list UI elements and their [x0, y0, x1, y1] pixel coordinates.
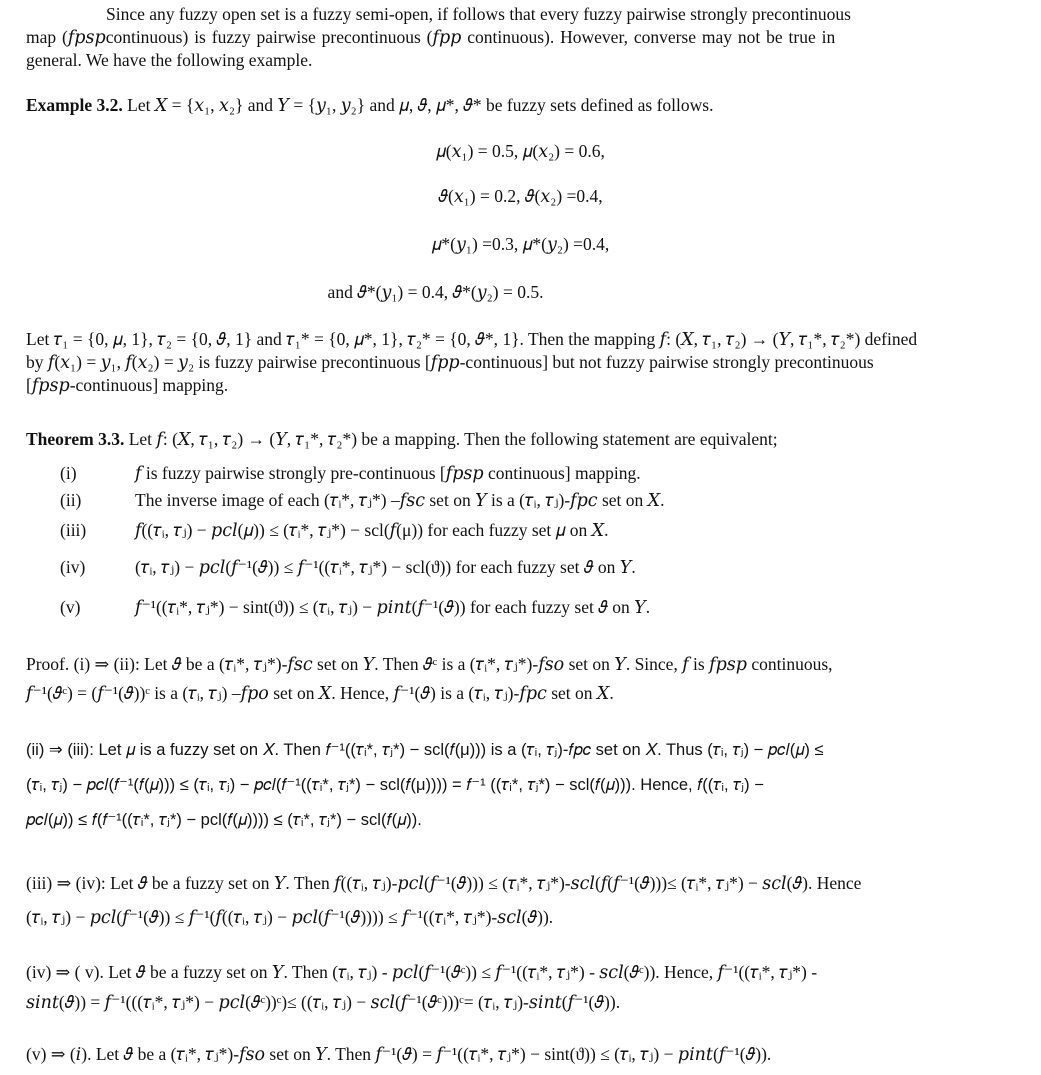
example-intro-text: Let 𝑋 = {𝑥₁, 𝑥₂} and 𝑌 = {𝑦₁, 𝑦₂} and 𝜇, 𝜗, 𝜇*, 𝜗* be fuzzy sets defined as follows.: [122, 95, 714, 115]
item-number: (i): [60, 463, 77, 483]
proof-line: (ii) ⇒ (iii): Let 𝜇 is a fuzzy set on 𝑋. Then 𝑓⁻¹((𝜏ᵢ*, 𝜏ⱼ*) − scl(𝑓(μ))) is a (𝜏ᵢ, 𝜏ⱼ)-𝑓𝑝𝑐 set on 𝑋. Thus (𝜏ᵢ, 𝜏ⱼ) − 𝑝𝑐𝑙(𝜇) ≤: [26, 741, 824, 759]
proof-line: 𝑓⁻¹(𝜗ᶜ) = (𝑓⁻¹(𝜗))ᶜ is a (𝜏ᵢ, 𝜏ⱼ) –𝑓𝑝𝑜 set on 𝑋. Hence, 𝑓⁻¹(𝜗) is a (𝜏ᵢ, 𝜏ⱼ)-𝑓𝑝𝑐 set on 𝑋.: [26, 683, 614, 703]
proof-paragraph-5: [26, 1043, 1011, 1066]
proof-paragraph-2: [26, 733, 1011, 838]
proof-paragraph-1: [26, 650, 1011, 708]
proof-paragraph-4: [26, 957, 1011, 1017]
intro-paragraph: [26, 3, 1011, 72]
proof-line: (𝜏ᵢ, 𝜏ⱼ) − 𝑝𝑐𝑙(𝑓⁻¹(𝑓(𝜇))) ≤ (𝜏ᵢ, 𝜏ⱼ) − 𝑝𝑐𝑙(𝑓⁻¹((𝜏ᵢ*, 𝜏ⱼ*) − scl(𝑓(μ)))) = 𝑓⁻¹ ((𝜏ᵢ*, 𝜏ⱼ*) − scl(𝑓(𝜇))). Hence, 𝑓((𝜏ᵢ, 𝜏ⱼ) −: [26, 776, 764, 794]
theorem-item: [60, 490, 1010, 516]
theorem-intro-text: Let 𝑓: (𝑋, 𝜏₁, 𝜏₂) → (𝑌, 𝜏₁*, 𝜏₂*) be a mapping. Then the following statement are equivalent;: [124, 429, 778, 449]
intro-line: Since any fuzzy open set is a fuzzy semi-open, if follows that every fuzzy pairwise strongly precontinuous: [106, 4, 851, 24]
theorem-item: [60, 557, 1010, 583]
theorem-heading: [26, 428, 1011, 451]
item-text: The inverse image of each (𝜏ᵢ*, 𝜏ⱼ*) –𝑓𝑠𝑐 set on 𝑌 is a (𝜏ᵢ, 𝜏ⱼ)-𝑓𝑝𝑐 set on 𝑋.: [135, 490, 665, 510]
theorem-label: Theorem 3.3.: [26, 429, 125, 449]
item-text: 𝑓 is fuzzy pairwise strongly pre-continuous [𝑓𝑝𝑠𝑝 continuous] mapping.: [135, 463, 641, 483]
example-heading: [26, 94, 1011, 117]
proof-line: (v) ⇒ (𝑖). Let 𝜗 be a (𝜏ᵢ*, 𝜏ⱼ*)-𝑓𝑠𝑜 set on 𝑌. Then 𝑓⁻¹(𝜗) = 𝑓⁻¹((𝜏ᵢ*, 𝜏ⱼ*) − sint(ϑ)) ≤ (𝜏ᵢ, 𝜏ⱼ) − 𝑝𝑖𝑛𝑡(𝑓⁻¹(𝜗)).: [26, 1044, 772, 1064]
equation-theta-star: and 𝜗*(𝑦₁) = 0.4, 𝜗*(𝑦₂) = 0.5.: [327, 282, 544, 302]
proof-line: 𝑝𝑐𝑙(𝜇)) ≤ 𝑓(𝑓⁻¹((𝜏ᵢ*, 𝜏ⱼ*) − pcl(𝑓(𝜇)))) ≤ (𝜏ᵢ*, 𝜏ⱼ*) − scl(𝑓(𝜇)).: [26, 811, 422, 829]
intro-line: general. We have the following example.: [26, 50, 313, 70]
item-number: (ii): [60, 490, 82, 510]
proof-line: (iii) ⇒ (iv): Let 𝜗 be a fuzzy set on 𝑌. Then 𝑓((𝜏ᵢ, 𝜏ⱼ)-𝑝𝑐𝑙(𝑓⁻¹(𝜗))) ≤ (𝜏ᵢ*, 𝜏ⱼ*)-𝑠𝑐𝑙(𝑓(𝑓⁻¹(𝜗)))≤ (𝜏ᵢ*, 𝜏ⱼ*) − 𝑠𝑐𝑙(𝜗). Hence: [26, 873, 862, 893]
theorem-item: [60, 520, 1010, 546]
equation-mu: 𝜇(𝑥₁) = 0.5, 𝜇(𝑥₂) = 0.6,: [436, 141, 605, 161]
conclusion-line: by 𝑓(𝑥₁) = 𝑦₁, 𝑓(𝑥₂) = 𝑦₂ is fuzzy pairwise precontinuous [𝑓𝑝𝑝-continuous] but not fuzzy pairwise strongly precontinuous: [26, 352, 874, 372]
proof-line: Proof. (i) ⇒ (ii): Let 𝜗 be a (𝜏ᵢ*, 𝜏ⱼ*)-𝑓𝑠𝑐 set on 𝑌. Then 𝜗ᶜ is a (𝜏ᵢ*, 𝜏ⱼ*)-𝑓𝑠𝑜 set on 𝑌. Since, 𝑓 is 𝑓𝑝𝑠𝑝 continuous,: [26, 654, 833, 674]
equation-mu-star: 𝜇*(𝑦₁) =0.3, 𝜇*(𝑦₂) =0.4,: [431, 234, 610, 254]
item-text: (𝜏ᵢ, 𝜏ⱼ) − 𝑝𝑐𝑙(𝑓⁻¹(𝜗)) ≤ 𝑓⁻¹((𝜏ᵢ*, 𝜏ⱼ*) − scl(ϑ)) for each fuzzy set 𝜗 on 𝑌.: [135, 557, 636, 577]
item-number: (v): [60, 597, 81, 617]
example-label: Example 3.2.: [26, 95, 123, 115]
proof-line: (iv) ⇒ ( v). Let 𝜗 be a fuzzy set on 𝑌. Then (𝜏ᵢ, 𝜏ⱼ) - 𝑝𝑐𝑙(𝑓⁻¹(𝜗ᶜ)) ≤ 𝑓⁻¹((𝜏ᵢ*, 𝜏ⱼ*) - 𝑠𝑐𝑙(𝜗ᶜ)). Hence, 𝑓⁻¹((𝜏ᵢ*, 𝜏ⱼ*) -: [26, 962, 818, 982]
equation-theta: 𝜗(𝑥₁) = 0.2, 𝜗(𝑥₂) =0.4,: [438, 186, 603, 206]
example-conclusion: [26, 328, 1011, 397]
proof-paragraph-3: [26, 866, 1011, 934]
proof-line: (𝜏ᵢ, 𝜏ⱼ) − 𝑝𝑐𝑙(𝑓⁻¹(𝜗)) ≤ 𝑓⁻¹(𝑓((𝜏ᵢ, 𝜏ⱼ) − 𝑝𝑐𝑙(𝑓⁻¹(𝜗)))) ≤ 𝑓⁻¹((𝜏ᵢ*, 𝜏ⱼ*)-𝑠𝑐𝑙(𝜗)).: [26, 907, 554, 927]
item-number: (iii): [60, 520, 87, 540]
conclusion-line: [𝑓𝑝𝑠𝑝-continuous] mapping.: [26, 375, 229, 395]
conclusion-line: Let 𝜏₁ = {0, 𝜇, 1}, 𝜏₂ = {0, 𝜗, 1} and 𝜏₁* = {0, 𝜇*, 1}, 𝜏₂* = {0, 𝜗*, 1}. Then the mapping 𝑓: (𝑋, 𝜏₁, 𝜏₂) → (𝑌, 𝜏₁*, 𝜏₂*) defined: [26, 329, 918, 349]
item-text: 𝑓((𝜏ᵢ, 𝜏ⱼ) − 𝑝𝑐𝑙(𝜇)) ≤ (𝜏ᵢ*, 𝜏ⱼ*) − scl(𝑓(μ)) for each fuzzy set 𝜇 on 𝑋.: [135, 520, 609, 540]
item-number: (iv): [60, 557, 86, 577]
theorem-item: [60, 463, 1010, 489]
proof-line: 𝑠𝑖𝑛𝑡(𝜗)) = 𝑓⁻¹(((𝜏ᵢ*, 𝜏ⱼ*) − 𝑝𝑐𝑙(𝜗ᶜ))ᶜ)≤ ((𝜏ᵢ, 𝜏ⱼ) − 𝑠𝑐𝑙(𝑓⁻¹(𝜗ᶜ)))ᶜ= (𝜏ᵢ, 𝜏ⱼ)-𝑠𝑖𝑛𝑡(𝑓⁻¹(𝜗)).: [26, 992, 621, 1012]
intro-line: map (𝑓𝑝𝑠𝑝continuous) is fuzzy pairwise precontinuous (𝑓𝑝𝑝 continuous). However, converse may not be true in: [26, 27, 836, 47]
theorem-item: [60, 597, 1010, 623]
item-text: 𝑓⁻¹((𝜏ᵢ*, 𝜏ⱼ*) − sint(ϑ)) ≤ (𝜏ᵢ, 𝜏ⱼ) − 𝑝𝑖𝑛𝑡(𝑓⁻¹(𝜗)) for each fuzzy set 𝜗 on 𝑌.: [135, 597, 651, 617]
